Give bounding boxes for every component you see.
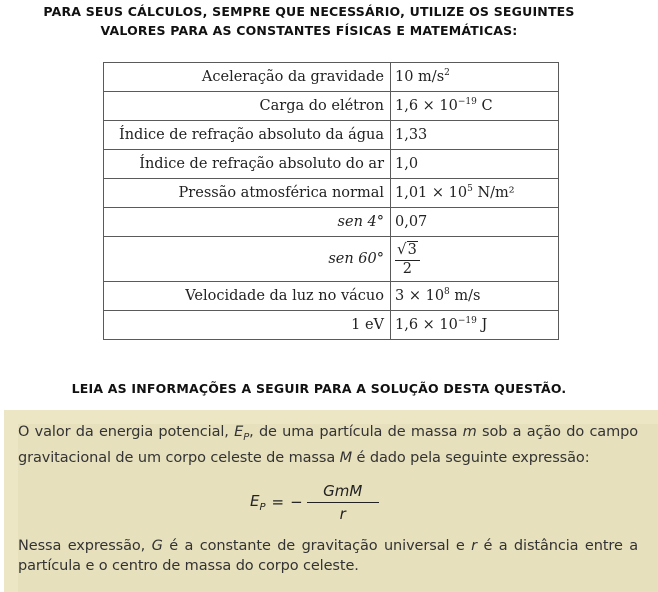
constant-label: sen 60° [104,237,391,282]
constant-value: $1,01 \times 10^5$ N/m² [391,179,559,208]
constants-heading [0,2,638,40]
constant-label: 1 eV [104,311,391,340]
table-row [104,282,559,311]
table-row [104,311,559,340]
constants-heading-line1: PARA SEUS CÁLCULOS, SEMPRE QUE NECESSÁRIO, UTILIZE OS SEGUINTES [43,4,575,19]
constant-value: $1,6 \times 10^{-19}$ C [391,92,559,121]
constant-label: Carga do elétron [104,92,391,121]
equals-sign: = [271,493,285,511]
constant-label: sen 4° [104,208,391,237]
constant-value: 1,0 [391,150,559,179]
constant-label: Índice de refração absoluto do ar [104,150,391,179]
constant-value: 0,07 [391,208,559,237]
sqrt-symbol: √ [397,239,407,258]
table-row [104,208,559,237]
constant-value: $3 \times 10^8$ m/s [391,282,559,311]
table-row [104,63,559,92]
minus-sign: − [290,493,303,511]
fraction [395,241,420,278]
constant-value: $1,6 \times 10^{-19}$ J [391,311,559,340]
equation-denominator: r [339,504,346,523]
constant-label: Índice de refração absoluto da água [104,121,391,150]
info-paragraph-1: O valor da energia potencial, $E_P$, de uma partícula de massa m sob a ação do campo gravitacional de um corpo celeste de massa M é dado pela seguinte expressão: [18,424,638,466]
fraction-denominator: 2 [402,260,413,277]
potential-energy-equation [250,478,379,526]
table-row [104,179,559,208]
info-paragraph-2: Nessa expressão, G é a constante de gravitação universal e r é a distância entre a partícula e o centro de massa do corpo celeste. [18,538,638,574]
equation-lhs: $E_P$ [250,491,266,513]
constant-value: 10 $m/s^2$ [391,63,559,92]
table-row [104,150,559,179]
fraction-numerator: 3 [407,241,417,258]
table-row [104,121,559,150]
constant-label: Velocidade da luz no vácuo [104,282,391,311]
equation-fraction [307,482,379,523]
info-heading: LEIA AS INFORMAÇÕES A SEGUIR PARA A SOLUÇÃO DESTA QUESTÃO. [71,381,567,396]
table-row [104,92,559,121]
constant-label: Pressão atmosférica normal [104,179,391,208]
equation-numerator: GmM [307,482,379,503]
constant-label: Aceleração da gravidade [104,63,391,92]
constants-heading-line2: VALORES PARA AS CONSTANTES FÍSICAS E MATEMÁTICAS: [100,23,518,38]
constant-value [391,237,559,282]
constants-table [103,62,559,340]
constant-value: 1,33 [391,121,559,150]
table-row [104,237,559,282]
